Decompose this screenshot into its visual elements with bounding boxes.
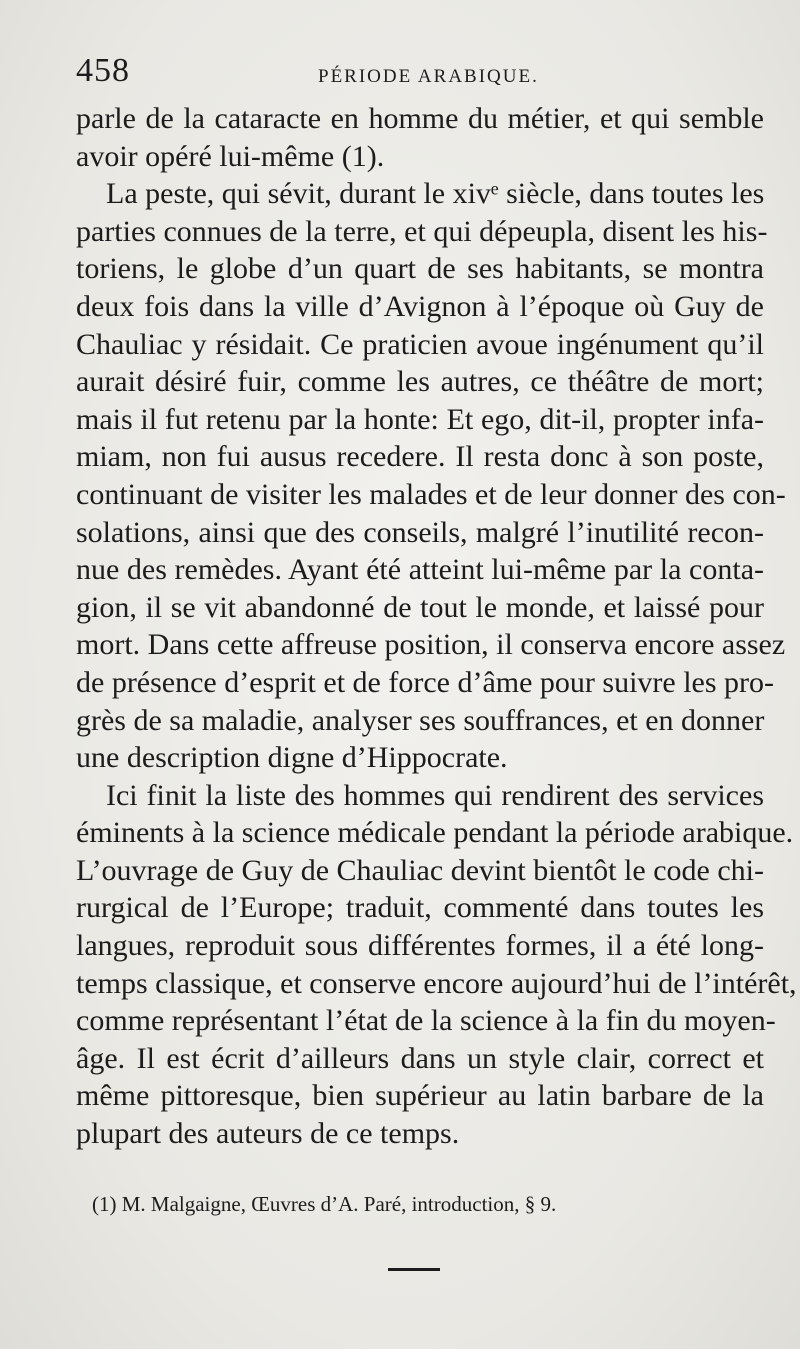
text-line: aurait désiré fuir, comme les autres, ce théâtre de mort; (76, 365, 764, 399)
text-line: Ici finit la liste des hommes qui rendirent des services (106, 778, 764, 812)
text-line: une description digne d’Hippocrate. (76, 741, 508, 775)
text-line: Chauliac y résidait. Ce praticien avoue ingénument qu’il (76, 327, 764, 361)
text-line: toriens, le globe d’un quart de ses habitants, se montra (76, 252, 764, 286)
text-line: gion, il se vit abandonné de tout le monde, et laissé pour (76, 590, 764, 624)
text-line: parties connues de la terre, et qui dépeupla, disent les his- (76, 214, 768, 248)
text-line: comme représentant l’état de la science à la fin du moyen- (76, 1004, 776, 1038)
text-line: grès de sa maladie, analyser ses souffrances, et en donner (76, 703, 765, 737)
text-line: âge. Il est écrit d’ailleurs dans un style clair, correct et (76, 1041, 764, 1075)
text-line: L’ouvrage de Guy de Chauliac devint bientôt le code chi- (76, 853, 764, 887)
page-end-rule (388, 1268, 440, 1271)
page-header (76, 52, 740, 92)
text-line: miam, non fui ausus recedere. Il resta donc à son poste, (76, 440, 764, 474)
text-line: continuant de visiter les malades et de leur donner des con- (76, 477, 786, 511)
text-line: La peste, qui sévit, durant le xivᵉ siècle, dans toutes les (106, 177, 765, 211)
text-line: solations, ainsi que des conseils, malgré l’inutilité recon- (76, 515, 764, 549)
text-line: langues, reproduit sous différentes formes, il a été long- (76, 929, 764, 963)
page-number: 458 (76, 52, 130, 89)
text-line: avoir opéré lui-même (1). (76, 139, 385, 173)
text-line: temps classique, et conserve encore aujourd’hui de l’intérêt, (76, 966, 797, 1000)
text-line: éminents à la science médicale pendant la période arabique. (76, 816, 794, 850)
body-text (76, 100, 797, 1153)
text-line: même pittoresque, bien supérieur au latin barbare de la (76, 1079, 764, 1113)
text-line: plupart des auteurs de ce temps. (76, 1117, 460, 1151)
text-line: parle de la cataracte en homme du métier, et qui semble (76, 102, 764, 135)
text-line: de présence d’esprit et de force d’âme pour suivre les pro- (76, 665, 775, 699)
footnote: (1) M. Malgaigne, Œuvres d’A. Paré, introduction, § 9. (92, 1192, 557, 1216)
text-line: deux fois dans la ville d’Avignon à l’époque où Guy de (76, 289, 764, 323)
text-line: mort. Dans cette affreuse position, il conserva encore assez (76, 628, 786, 662)
text-line: mais il fut retenu par la honte: Et ego, dit-il, propter infa- (76, 402, 764, 436)
text-line: nue des remèdes. Ayant été atteint lui-même par la conta- (76, 553, 764, 587)
running-head: PÉRIODE ARABIQUE. (318, 66, 539, 87)
text-line: rurgical de l’Europe; traduit, commenté dans toutes les (76, 891, 764, 925)
